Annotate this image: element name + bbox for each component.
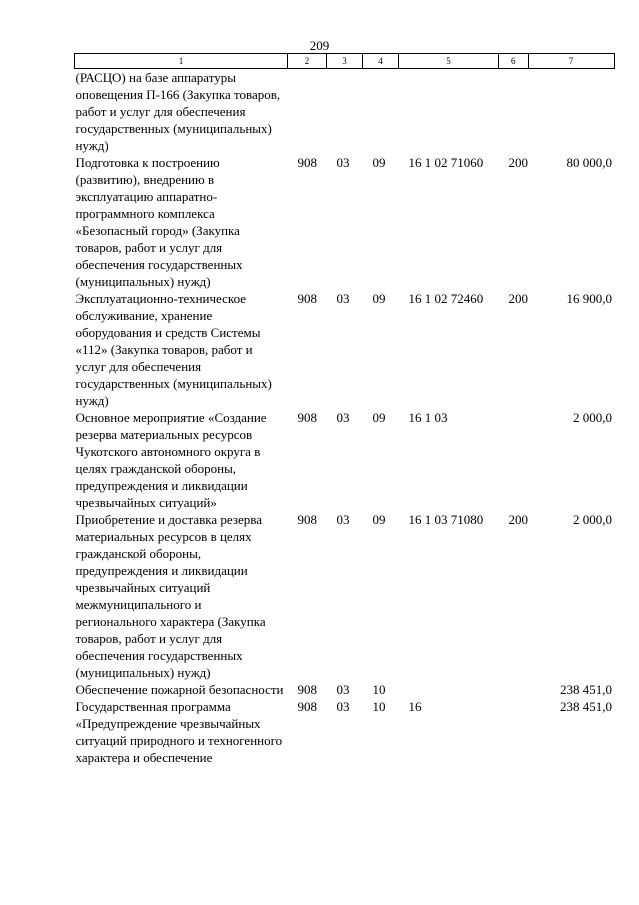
row-name: Приобретение и доставка резерва материальных ресурсов в целях гражданской обороны, предупреждения и ликвидации чрезвычайных ситуаций межмуниципального и регионального характера (Закупка товаров, работ и услуг для обеспечения государственных (муниципальных) нужд)	[75, 512, 266, 680]
row-subsection-code: 09	[372, 410, 386, 425]
row-name: Подготовка к построению (развитию), внедрению в эксплуатацию аппаратно-программного комплекса «Безопасный город» (Закупка товаров, работ и услуг для обеспечения государственных (муниципальных) нужд)	[75, 155, 243, 289]
table-header	[75, 54, 615, 69]
row-section-code: 03	[336, 291, 350, 306]
row-ministry-code: 908	[297, 410, 317, 425]
row-ministry-code: 908	[297, 699, 317, 714]
row-name: Обеспечение пожарной безопасности	[75, 682, 284, 697]
row-amount: 2 000,0	[573, 512, 612, 527]
header-col-6: 6	[499, 54, 529, 69]
row-name: Эксплуатационно-техническое обслуживание, хранение оборудования и средств Системы «112» (Закупка товаров, работ и услуг для обеспечения государственных (муниципальных) нужд)	[75, 291, 272, 408]
header-col-1: 1	[75, 54, 288, 69]
row-section-code: 03	[336, 155, 350, 170]
row-name: (РАСЦО) на базе аппаратуры оповещения П-166 (Закупка товаров, работ и услуг для обеспечения государственных (муниципальных) нужд)	[75, 70, 281, 153]
row-target-article: 16 1 02 72460	[408, 291, 484, 306]
row-expense-type	[499, 681, 529, 698]
header-col-4: 4	[363, 54, 399, 69]
row-amount: 2 000,0	[573, 410, 612, 425]
header-col-2: 2	[288, 54, 327, 69]
table-row	[75, 154, 615, 290]
row-name: Государственная программа «Предупреждение чрезвычайных ситуаций природного и техногенного характера и обеспечение	[75, 699, 283, 765]
row-section-code: 03	[336, 699, 350, 714]
row-target-article	[399, 681, 499, 698]
row-subsection-code: 10	[372, 682, 386, 697]
row-section-code: 03	[336, 512, 350, 527]
row-subsection-code: 09	[372, 291, 386, 306]
row-amount: 238 451,0	[560, 682, 612, 697]
header-row	[75, 54, 615, 69]
row-target-article: 16 1 03	[408, 410, 448, 425]
row-section-code: 03	[336, 682, 350, 697]
header-col-7: 7	[528, 54, 614, 69]
header-col-3: 3	[327, 54, 363, 69]
row-ministry-code: 908	[297, 155, 317, 170]
row-target-article	[399, 69, 499, 155]
row-section-code	[327, 69, 363, 155]
row-amount: 16 900,0	[566, 291, 612, 306]
row-amount: 80 000,0	[566, 155, 612, 170]
row-expense-type: 200	[508, 291, 528, 306]
row-subsection-code: 09	[372, 512, 386, 527]
row-ministry-code: 908	[297, 512, 317, 527]
table-row	[75, 69, 615, 155]
row-target-article: 16 1 02 71060	[408, 155, 484, 170]
row-expense-type	[499, 698, 529, 766]
row-expense-type	[499, 409, 529, 511]
budget-table	[74, 53, 615, 766]
row-ministry-code: 908	[297, 291, 317, 306]
row-subsection-code: 09	[372, 155, 386, 170]
table-row	[75, 698, 615, 766]
table-row	[75, 409, 615, 511]
row-amount: 238 451,0	[560, 699, 612, 714]
row-ministry-code: 908	[297, 682, 317, 697]
row-expense-type: 200	[508, 155, 528, 170]
table-row	[75, 681, 615, 698]
row-target-article: 16 1 03 71080	[408, 512, 484, 527]
header-col-5: 5	[399, 54, 499, 69]
table-row	[75, 290, 615, 409]
row-section-code: 03	[336, 410, 350, 425]
row-name: Основное мероприятие «Создание резерва материальных ресурсов Чукотского автономного округа в целях гражданской обороны, предупреждения и ликвидации чрезвычайных ситуаций»	[75, 410, 267, 510]
row-expense-type: 200	[508, 512, 528, 527]
page-number: 209	[309, 38, 330, 53]
row-subsection-code: 10	[372, 699, 386, 714]
table-body	[75, 69, 615, 767]
table-row	[75, 511, 615, 681]
row-expense-type	[499, 69, 529, 155]
row-ministry-code	[288, 69, 327, 155]
row-target-article: 16	[408, 699, 422, 714]
row-amount	[528, 69, 614, 155]
row-subsection-code	[363, 69, 399, 155]
